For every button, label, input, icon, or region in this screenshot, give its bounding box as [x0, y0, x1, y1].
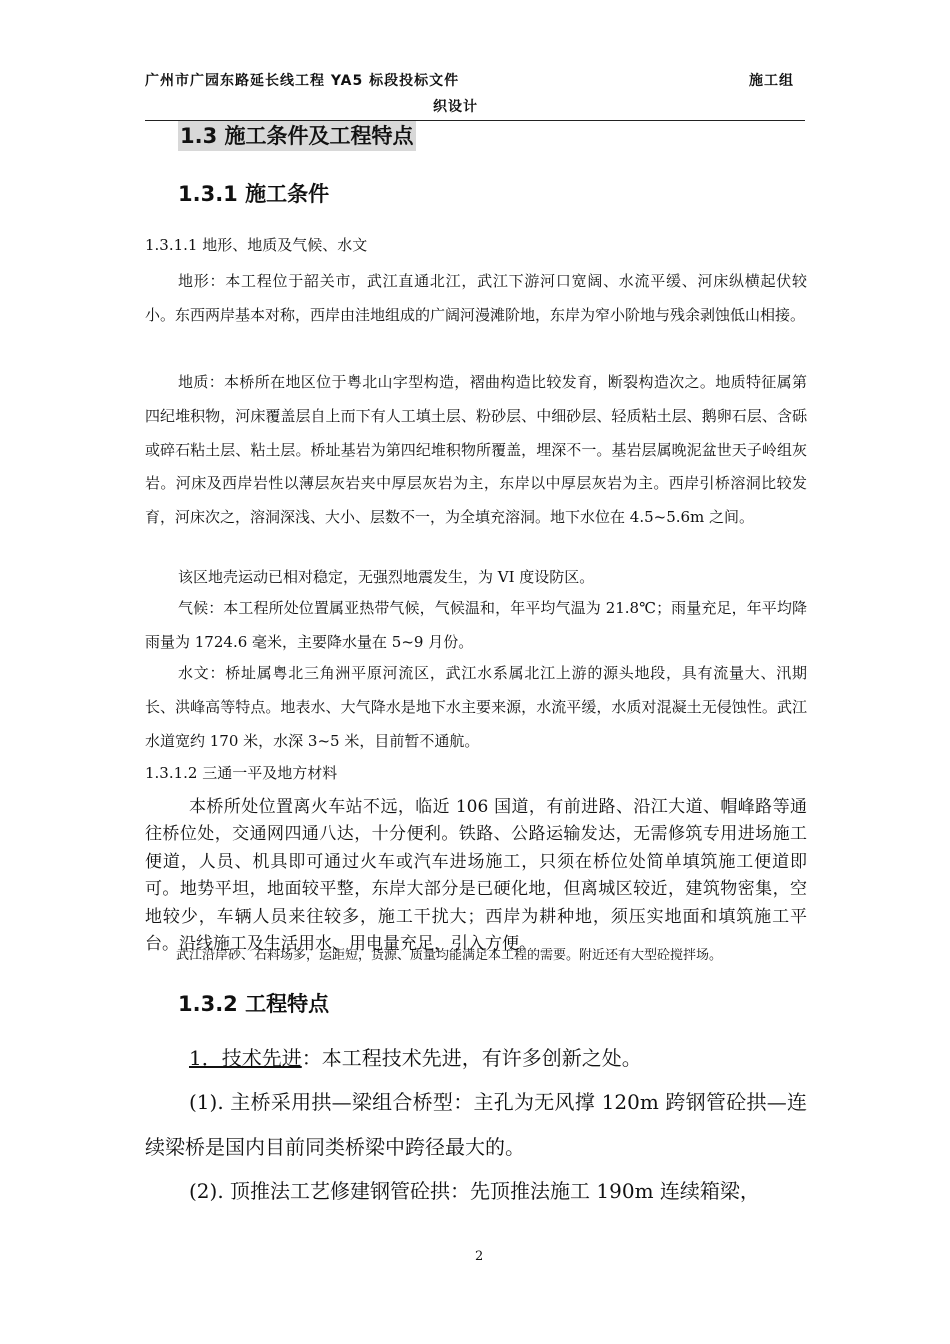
subsubsection-heading-terrain: 1.3.1.1 地形、地质及气候、水文: [145, 236, 368, 254]
feature-item-1-text: ：本工程技术先进，有许多创新之处。: [301, 1046, 642, 1070]
section-heading: 1.3 施工条件及工程特点: [178, 121, 416, 151]
paragraph-materials: 武江沿岸砂、石料场多，运距短，货源、质量均能满足本工程的需要。附近还有大型砼搅拌场。: [176, 948, 723, 963]
subsection-heading-features: 1.3.2 工程特点: [178, 992, 330, 1016]
feature-item-1-label: 1．技术先进: [189, 1046, 302, 1070]
header-title: 广州市广园东路延长线工程 YA5 标段投标文件: [145, 73, 460, 89]
paragraph-hydrology: 水文：桥址属粤北三角洲平原河流区，武江水系属北江上游的源头地段，具有流量大、汛期长、洪峰高等特点。地表水、大气降水是地下水主要来源，水流平缓，水质对混凝土无侵蚀性。武江水道宽约 170 米，水深 3~5 米，目前暂不通航。: [145, 664, 807, 750]
subsubsection-heading-access: 1.3.1.2 三通一平及地方材料: [145, 764, 338, 782]
feature-item-1-1: (1). 主桥采用拱—梁组合桥型：主孔为无风撑 120m 跨钢管砼拱—连续梁桥是国内目前同类桥梁中跨径最大的。: [145, 1090, 807, 1159]
paragraph-terrain: 地形：本工程位于韶关市，武江直通北江，武江下游河口宽阔、水流平缓、河床纵横起伏较小。东西两岸基本对称，西岸由洼地组成的广阔河漫滩阶地，东岸为窄小阶地与残余剥蚀低山相接。: [145, 272, 807, 324]
paragraph-access: 本桥所处位置离火车站不远，临近 106 国道，有前进路、沿江大道、帽峰路等通往桥位处，交通网四通八达，十分便利。铁路、公路运输发达，无需修筑专用进场施工便道，人员、机具即可通过火车或汽车进场施工，只须在桥位处简单填筑施工便道即可。地势平坦，地面较平整，东岸大部分是已硬化地，但离城区较近，建筑物密集，空地较少，车辆人员来往较多，施工干扰大；西岸为耕种地，须压实地面和填筑施工平台。沿线施工及生活用水、用电量充足，引入方便。: [145, 797, 807, 955]
page-number: 2: [475, 1249, 484, 1264]
header-right: 施工组: [749, 73, 794, 89]
feature-item-1-2: (2). 顶推法工艺修建钢管砼拱：先顶推法施工 190m 连续箱梁，: [189, 1179, 760, 1203]
feature-item-1: [189, 1036, 809, 1081]
subsection-heading-conditions: 1.3.1 施工条件: [178, 182, 330, 206]
header-continuation: 织设计: [433, 99, 478, 115]
paragraph-geology: 地质：本桥所在地区位于粤北山字型构造，褶曲构造比较发育，断裂构造次之。地质特征属第四纪堆积物，河床覆盖层自上而下有人工填土层、粉砂层、中细砂层、轻质粘土层、鹅卵石层、含砾或碎石粘土层、粘土层。桥址基岩为第四纪堆积物所覆盖，埋深不一。基岩层属晚泥盆世天子岭组灰岩。河床及西岸岩性以薄层灰岩夹中厚层灰岩为主，东岸以中厚层灰岩为主。西岸引桥溶洞比较发育，河床次之，溶洞深浅、大小、层数不一，为全填充溶洞。地下水位在 4.5~5.6m 之间。: [145, 373, 807, 527]
paragraph-seismic: 该区地壳运动已相对稳定，无强烈地震发生，为 VI 度设防区。: [178, 568, 595, 586]
paragraph-climate: 气候：本工程所处位置属亚热带气候，气候温和，年平均气温为 21.8℃；雨量充足，年平均降雨量为 1724.6 毫米，主要降水量在 5~9 月份。: [145, 599, 807, 651]
